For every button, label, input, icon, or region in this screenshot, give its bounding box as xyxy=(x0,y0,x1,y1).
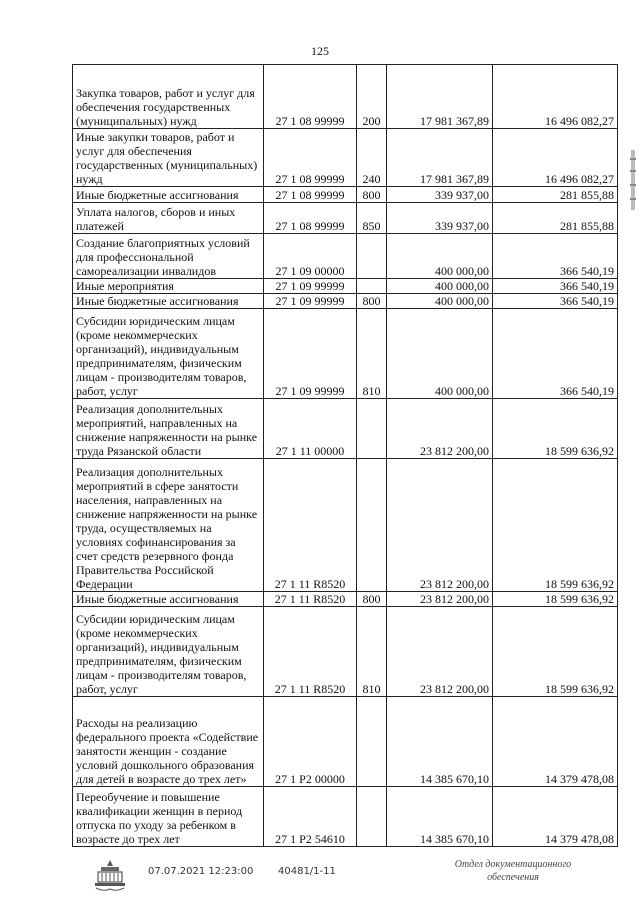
row-name: Иные бюджетные ассигнования xyxy=(73,294,264,309)
footer-department-line2: обеспечения xyxy=(487,872,539,883)
row-executed-amount: 16 496 082,27 xyxy=(493,65,618,129)
row-name: Иные бюджетные ассигнования xyxy=(73,592,264,607)
row-planned-amount: 17 981 367,89 xyxy=(387,129,493,187)
row-target-code: 27 1 08 99999 xyxy=(264,65,357,129)
row-executed-amount: 281 855,88 xyxy=(493,203,618,234)
row-target-code: 27 1 09 00000 xyxy=(264,234,357,279)
row-planned-amount: 14 385 670,10 xyxy=(387,787,493,847)
table-row xyxy=(73,309,618,399)
row-name: Уплата налогов, сборов и иных платежей xyxy=(73,203,264,234)
row-target-code: 27 1 11 R8520 xyxy=(264,607,357,697)
row-expense-type xyxy=(357,459,387,592)
row-expense-type: 800 xyxy=(357,592,387,607)
row-expense-type: 240 xyxy=(357,129,387,187)
row-name: Закупка товаров, работ и услуг для обеспечения государственных (муниципальных) нужд xyxy=(73,65,264,129)
row-target-code: 27 1 08 99999 xyxy=(264,187,357,203)
row-name: Реализация дополнительных мероприятий, направленных на снижение напряженности на рынке труда Рязанской области xyxy=(73,399,264,459)
table-row xyxy=(73,294,618,309)
row-name: Иные бюджетные ассигнования xyxy=(73,187,264,203)
row-executed-amount: 281 855,88 xyxy=(493,187,618,203)
footer-department-line1: Отдел документационного xyxy=(454,859,572,870)
row-expense-type: 800 xyxy=(357,294,387,309)
row-planned-amount: 17 981 367,89 xyxy=(387,65,493,129)
row-name: Переобучение и повышение квалификации женщин в период отпуска по уходу за ребенком в возрасте до трех лет xyxy=(73,787,264,847)
scan-edge-mark xyxy=(628,150,638,210)
row-name: Иные закупки товаров, работ и услуг для обеспечения государственных (муниципальных) нужд xyxy=(73,129,264,187)
row-planned-amount: 14 385 670,10 xyxy=(387,697,493,787)
row-executed-amount: 366 540,19 xyxy=(493,309,618,399)
table-row xyxy=(73,592,618,607)
row-name: Субсидии юридическим лицам (кроме некоммерческих организаций), индивидуальным предпринимателям, физическим лицам - производителям товаров, работ, услуг xyxy=(73,309,264,399)
table-row xyxy=(73,129,618,187)
row-expense-type: 810 xyxy=(357,607,387,697)
row-target-code: 27 1 P2 54610 xyxy=(264,787,357,847)
duma-logo-icon xyxy=(90,858,130,894)
row-name: Иные мероприятия xyxy=(73,279,264,294)
row-planned-amount: 23 812 200,00 xyxy=(387,592,493,607)
row-expense-type: 810 xyxy=(357,309,387,399)
table-row xyxy=(73,234,618,279)
table-row xyxy=(73,399,618,459)
row-expense-type: 850 xyxy=(357,203,387,234)
table-row xyxy=(73,697,618,787)
row-expense-type: 800 xyxy=(357,187,387,203)
row-target-code: 27 1 11 00000 xyxy=(264,399,357,459)
row-expense-type xyxy=(357,279,387,294)
row-expense-type xyxy=(357,697,387,787)
row-target-code: 27 1 11 R8520 xyxy=(264,592,357,607)
table-row xyxy=(73,279,618,294)
footer-date: 07.07.2021 12:23:00 xyxy=(148,866,254,877)
row-planned-amount: 23 812 200,00 xyxy=(387,399,493,459)
row-executed-amount: 18 599 636,92 xyxy=(493,459,618,592)
row-name: Создание благоприятных условий для профессиональной самореализации инвалидов xyxy=(73,234,264,279)
table-row xyxy=(73,203,618,234)
row-executed-amount: 14 379 478,08 xyxy=(493,787,618,847)
table-row xyxy=(73,65,618,129)
row-executed-amount: 18 599 636,92 xyxy=(493,399,618,459)
row-expense-type: 200 xyxy=(357,65,387,129)
row-executed-amount: 18 599 636,92 xyxy=(493,607,618,697)
table-row xyxy=(73,459,618,592)
footer-department-stamp xyxy=(438,858,588,884)
row-executed-amount: 18 599 636,92 xyxy=(493,592,618,607)
row-target-code: 27 1 09 99999 xyxy=(264,294,357,309)
row-planned-amount: 23 812 200,00 xyxy=(387,607,493,697)
row-name: Реализация дополнительных мероприятий в сфере занятости населения, направленных на снижение напряженности на рынке труда, осуществляемых на условиях софинансирования за счет средств резервного фонда Правительства Российской Федерации xyxy=(73,459,264,592)
table-row xyxy=(73,607,618,697)
row-planned-amount: 339 937,00 xyxy=(387,203,493,234)
row-target-code: 27 1 09 99999 xyxy=(264,309,357,399)
table-row xyxy=(73,787,618,847)
row-planned-amount: 400 000,00 xyxy=(387,294,493,309)
budget-table-body xyxy=(73,65,618,847)
page-footer xyxy=(0,858,640,898)
row-planned-amount: 400 000,00 xyxy=(387,234,493,279)
row-target-code: 27 1 11 R8520 xyxy=(264,459,357,592)
row-target-code: 27 1 08 99999 xyxy=(264,129,357,187)
row-name: Субсидии юридическим лицам (кроме некоммерческих организаций), индивидуальным предпринимателям, физическим лицам - производителям товаров, работ, услуг xyxy=(73,607,264,697)
row-name: Расходы на реализацию федерального проекта «Содействие занятости женщин - создание условий дошкольного образования для детей в возрасте до трех лет» xyxy=(73,697,264,787)
page-number: 125 xyxy=(311,44,329,58)
table-row xyxy=(73,187,618,203)
row-executed-amount: 366 540,19 xyxy=(493,294,618,309)
row-executed-amount: 366 540,19 xyxy=(493,279,618,294)
row-executed-amount: 16 496 082,27 xyxy=(493,129,618,187)
row-expense-type xyxy=(357,234,387,279)
footer-doc-number: 40481/1-11 xyxy=(278,866,336,877)
row-executed-amount: 14 379 478,08 xyxy=(493,697,618,787)
row-expense-type xyxy=(357,399,387,459)
row-executed-amount: 366 540,19 xyxy=(493,234,618,279)
row-expense-type xyxy=(357,787,387,847)
row-target-code: 27 1 P2 00000 xyxy=(264,697,357,787)
row-target-code: 27 1 09 99999 xyxy=(264,279,357,294)
row-target-code: 27 1 08 99999 xyxy=(264,203,357,234)
row-planned-amount: 339 937,00 xyxy=(387,187,493,203)
row-planned-amount: 23 812 200,00 xyxy=(387,459,493,592)
row-planned-amount: 400 000,00 xyxy=(387,309,493,399)
row-planned-amount: 400 000,00 xyxy=(387,279,493,294)
budget-table xyxy=(72,64,618,847)
